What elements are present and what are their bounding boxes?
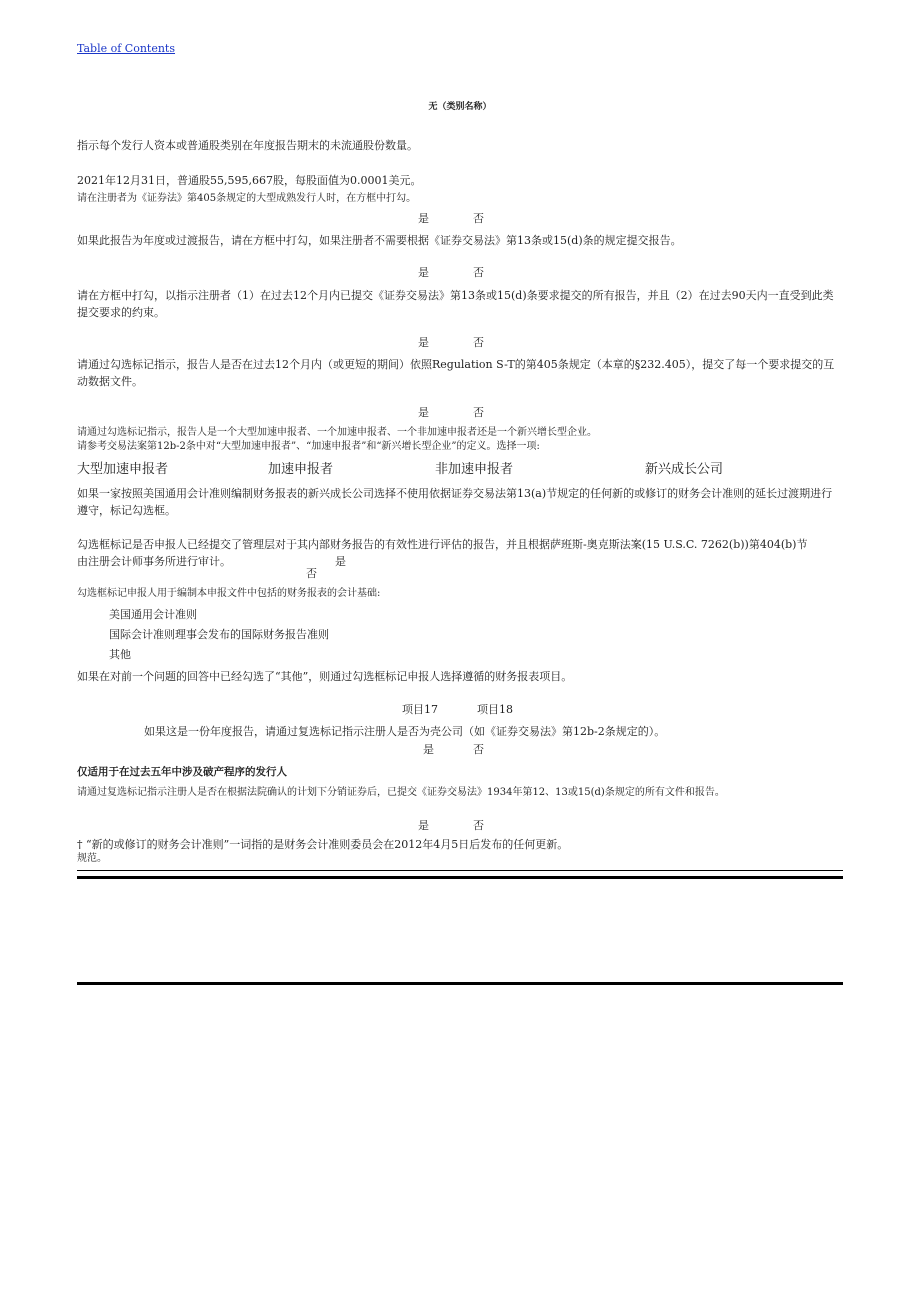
- divider-page-end: [77, 982, 843, 985]
- yes-option[interactable]: 是: [418, 819, 429, 832]
- divider-thick: [77, 876, 843, 879]
- shares-outstanding: 2021年12月31日，普通股55,595,667股，每股面值为0.0001美元。: [77, 174, 422, 187]
- question-filer-status: 请通过勾选标记指示，报告人是一个大型加速申报者、一个加速申报者、一个非加速申报者还是一个新兴增长型企业。: [77, 427, 597, 438]
- yes-option[interactable]: 是: [423, 743, 434, 756]
- bankruptcy-heading: 仅适用于在过去五年中涉及破产程序的发行人: [77, 766, 287, 778]
- no-option[interactable]: 否: [306, 567, 317, 580]
- question-bankruptcy: 请通过复选标记指示注册人是否在根据法院确认的计划下分销证券后，已提交《证券交易法》1934年第12、13或15(d)条规定的所有文件和报告。: [77, 787, 725, 798]
- table-of-contents-link[interactable]: Table of Contents: [77, 42, 176, 55]
- page-title: 无（类别名称）: [428, 102, 492, 112]
- no-option[interactable]: 否: [473, 406, 484, 419]
- yes-option[interactable]: 是: [418, 336, 429, 349]
- filer-option-non-accelerated[interactable]: 非加速申报者: [435, 462, 514, 477]
- question-interactive-data: 请通过勾选标记指示，报告人是否在过去12个月内（或更短的期间）依照Regulation S-T的第405条规定（本章的§232.405），提交了每一个要求提交的互动数据文件。: [77, 358, 835, 388]
- basis-option-ifrs[interactable]: 国际会计准则理事会发布的国际财务报告准则: [109, 628, 329, 641]
- yes-option[interactable]: 是: [418, 266, 429, 279]
- no-option[interactable]: 否: [473, 819, 484, 832]
- shares-intro: 指示每个发行人资本或普通股类别在年度报告期末的未流通股份数量。: [77, 139, 418, 152]
- filer-option-large-accelerated[interactable]: 大型加速申报者: [77, 462, 169, 477]
- question-accounting-basis: 勾选框标记申报人用于编制本申报文件中包括的财务报表的会计基础:: [77, 588, 381, 599]
- question-wksi: 请在注册者为《证券法》第405条规定的大型成熟发行人时，在方框中打勾。: [77, 193, 417, 204]
- yes-option[interactable]: 是: [335, 555, 346, 568]
- basis-option-us-gaap[interactable]: 美国通用会计准则: [109, 608, 197, 621]
- no-option[interactable]: 否: [473, 336, 484, 349]
- yes-option[interactable]: 是: [418, 406, 429, 419]
- question-egc-transition: 如果一家按照美国通用会计准则编制财务报表的新兴成长公司选择不使用依据证券交易法第13(a)节规定的任何新的或修订的财务会计准则的延长过渡期进行遵守，标记勾选框。: [77, 487, 833, 517]
- item-18-option[interactable]: 项目18: [477, 703, 513, 716]
- basis-option-other[interactable]: 其他: [109, 648, 131, 661]
- no-option[interactable]: 否: [473, 266, 484, 279]
- question-other-item: 如果在对前一个问题的回答中已经勾选了“其他”，则通过勾选框标记申报人选择遵循的财务报表项目。: [77, 670, 573, 683]
- question-icfr: 勾选框标记是否申报人已经提交了管理层对于其内部财务报告的有效性进行评估的报告，并且根据萨班斯-奥克斯法案(15 U.S.C. 7262(b))第404(b)节由注册会计师事务所进行审计。: [77, 538, 808, 568]
- yes-option[interactable]: 是: [418, 212, 429, 225]
- footnote-continued: 规范。: [77, 853, 107, 864]
- question-not-required: 如果此报告为年度或过渡报告，请在方框中打勾，如果注册者不需要根据《证券交易法》第13条或15(d)条的规定提交报告。: [77, 234, 682, 247]
- question-shell-company: 如果这是一份年度报告，请通过复选标记指示注册人是否为壳公司（如《证券交易法》第12b-2条规定的）。: [144, 725, 666, 738]
- no-option[interactable]: 否: [473, 212, 484, 225]
- question-filed-reports: 请在方框中打勾，以指示注册者（1）在过去12个月内已提交《证券交易法》第13条或15(d)条要求提交的所有报告，并且（2）在过去90天内一直受到此类提交要求的约束。: [77, 289, 834, 319]
- filer-option-emerging-growth[interactable]: 新兴成长公司: [645, 462, 724, 477]
- question-filer-definitions: 请参考交易法案第12b-2条中对“大型加速申报者”、“加速申报者”和“新兴增长型企业”的定义。选择一项:: [77, 441, 540, 452]
- footnote: † “新的或修订的财务会计准则”一词指的是财务会计准则委员会在2012年4月5日后发布的任何更新。: [77, 838, 569, 851]
- item-17-option[interactable]: 项目17: [402, 703, 438, 716]
- divider-thin: [77, 870, 843, 871]
- filer-option-accelerated[interactable]: 加速申报者: [268, 462, 334, 477]
- no-option[interactable]: 否: [473, 743, 484, 756]
